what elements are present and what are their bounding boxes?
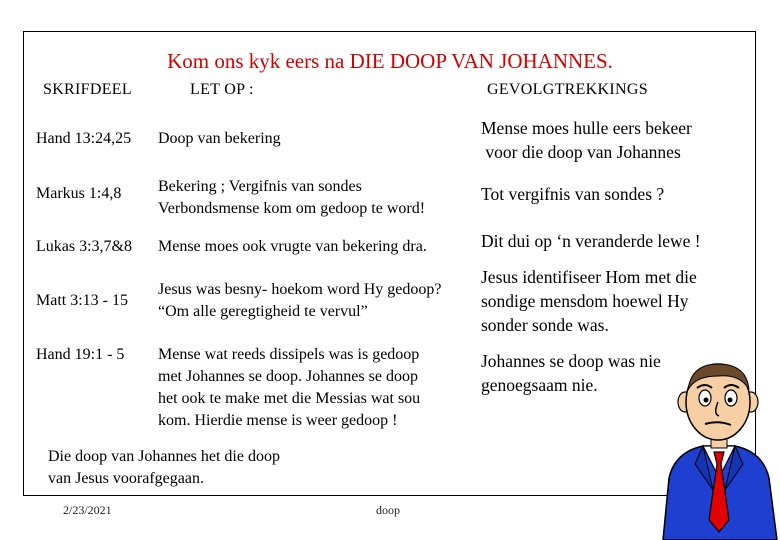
row-5-note-line: kom. Hierdie mense is weer gedoop ! [158,412,398,429]
row-5-note-line: het ook te make met die Messias wat sou [158,390,421,407]
row-5-note [158,344,420,432]
row-2-note [158,176,425,220]
row-3-conclusion [481,229,701,253]
row-5-conclusion [481,349,661,397]
row-3-scripture: Lukas 3:3,7&8 [36,238,132,255]
row-3-note-line: Mense moes ook vrugte van bekering dra. [158,238,427,255]
row-4-conclusion [481,265,697,337]
footer-date: 2/23/2021 [63,503,112,517]
row-1-conclusion [481,116,692,164]
row-5-note-line: Mense wat reeds dissipels was is gedoop [158,346,420,363]
row-2-conclusion [481,182,664,206]
header-note: LET OP : [190,81,254,98]
cartoon-man-illustration [655,360,780,540]
row-3-note [158,236,427,258]
row-4-note [158,279,442,323]
row-5-scripture: Hand 19:1 - 5 [36,346,125,363]
row-1-note-line: Doop van bekering [158,130,281,147]
row-2-note-line: Verbondsmense kom om gedoop te word! [158,200,426,217]
row-4-note-line: “Om alle geregtigheid te vervul” [158,303,368,320]
row-2-conclusion-line: Tot vergifnis van sondes ? [481,184,665,204]
summary-line: Die doop van Johannes het die doop [48,448,280,465]
row-1-scripture: Hand 13:24,25 [36,130,132,147]
row-4-conclusion-line: sondige mensdom hoewel Hy [481,291,689,311]
slide-title: Kom ons kyk eers na DIE DOOP VAN JOHANNES. [167,49,613,73]
row-5-note-line: met Johannes se doop. Johannes se doop [158,368,418,385]
row-4-note-line: Jesus was besny- hoekom word Hy gedoop? [158,281,442,298]
summary-line: van Jesus voorafgegaan. [48,470,204,487]
summary-text [48,446,280,490]
row-4-scripture: Matt 3:13 - 15 [36,292,128,309]
row-1-note [158,128,281,150]
row-1-conclusion-line: voor die doop van Johannes [481,142,681,162]
row-4-conclusion-line: sonder sonde was. [481,315,609,335]
footer-label: doop [376,503,400,517]
header-conclusions: GEVOLGTREKKINGS [487,81,648,98]
row-5-conclusion-line: genoegsaam nie. [481,375,598,395]
row-3-conclusion-line: Dit dui op ‘n veranderde lewe ! [481,231,701,251]
row-5-conclusion-line: Johannes se doop was nie [481,351,661,371]
row-2-note-line: Bekering ; Vergifnis van sondes [158,178,362,195]
header-scripture: SKRIFDEEL [43,81,132,98]
row-1-conclusion-line: Mense moes hulle eers bekeer [481,118,692,138]
row-2-scripture: Markus 1:4,8 [36,185,122,202]
row-4-conclusion-line: Jesus identifiseer Hom met die [481,267,697,287]
